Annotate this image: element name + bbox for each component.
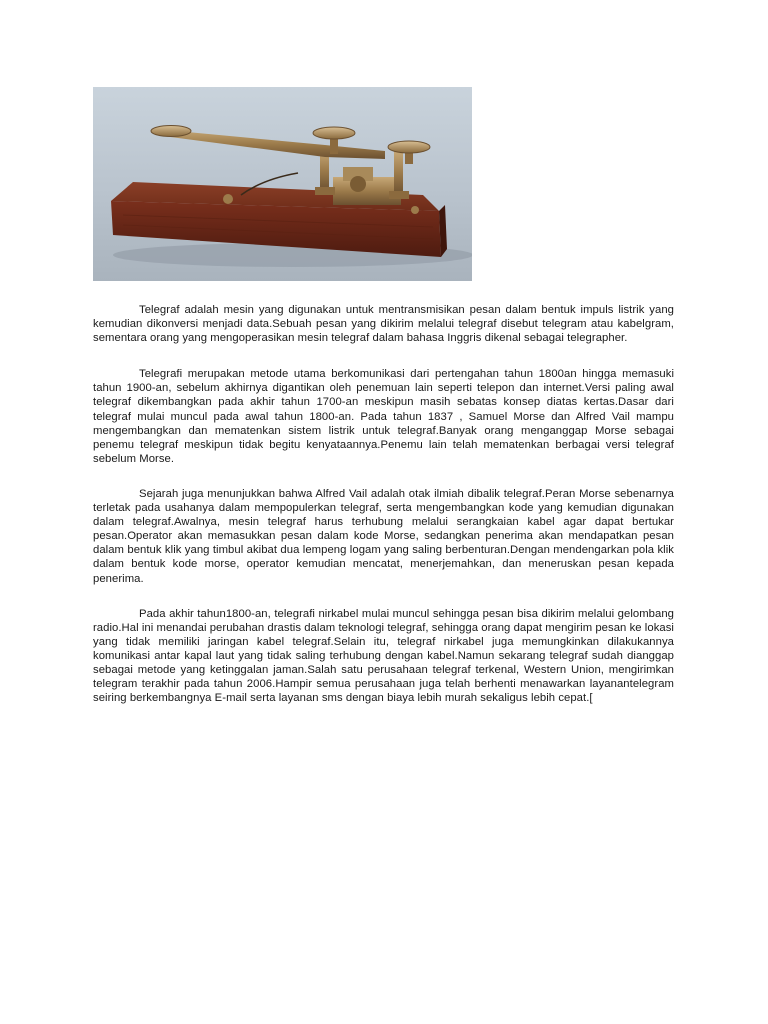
paragraph-3: Sejarah juga menunjukkan bahwa Alfred Vail adalah otak ilmiah dibalik telegraf.Peran Morse sebenarnya terletak pada usahanya dalam mempopulerkan telegraf, serta mengembangkan kode yang kemudian digunakan dalam telegraf.Awalnya, mesin telegraf harus terhubung melalui serangkaian kabel agar dapat bertukar pesan.Operator akan memasukkan pesan dalam kode Morse, sedangkan penerima akan mendapatkan pesan dalam bentuk klik yang timbul akibat dua lempeng logam yang saling berbenturan.Dengan mendengarkan pola klik dalam bentuk kode morse, operator kemudian mencatat, menerjemahkan, dan meneruskan pesan kepada penerima. — [93, 487, 674, 585]
article-body — [93, 303, 674, 705]
telegraph-key-illustration — [93, 87, 472, 281]
paragraph-4: Pada akhir tahun1800-an, telegrafi nirkabel mulai muncul sehingga pesan bisa dikirim melalui gelombang radio.Hal ini menandai perubahan drastis dalam teknologi telegraf, sehingga orang dapat mengirim pesan ke lokasi yang tidak memiliki jaringan kabel telegraf.Selain itu, telegraf nirkabel juga memungkinkan dilakukannya komunikasi antar kapal laut yang tidak saling terhubung dengan kabel.Namun sekarang telegraf sudah dianggap sebagai metode yang ketinggalan jaman.Salah satu perusahaan telegraf terkenal, Western Union, mengirimkan telegram terakhir pada tahun 2006.Hampir semua perusahaan juga telah berhenti menawarkan layanantelegram seiring berkembangnya E-mail serta layanan sms dengan biaya lebih murah sekaligus lebih cepat.[ — [93, 607, 674, 705]
paragraph-1: Telegraf adalah mesin yang digunakan untuk mentransmisikan pesan dalam bentuk impuls listrik yang kemudian dikonversi menjadi data.Sebuah pesan yang dikirim melalui telegraf disebut telegram atau kabelgram, sementara orang yang mengoperasikan mesin telegraf dalam bahasa Inggris dikenal sebagai telegrapher. — [93, 304, 674, 345]
telegraph-key-photo — [93, 87, 472, 281]
paragraph-2: Telegrafi merupakan metode utama berkomunikasi dari pertengahan tahun 1800an hingga memasuki tahun 1900-an, sebelum akhirnya digantikan oleh penemuan lain seperti telepon dan internet.Versi paling awal telegraf dikembangkan pada akhir tahun 1700-an meskipun masih sebatas konsep diatas kertas.Dasar dari telegraf mulai muncul pada awal tahun 1800-an. Pada tahun 1837 , Samuel Morse dan Alfred Vail mampu mengembangkan dan mematenkan sistem listrik untuk telegraf.Banyak orang menganggap Morse sebagai penemu telegraf meskipun tidak begitu kenyataannya.Penemu lain telah mematenkan berbagai versi telegraf sebelum Morse. — [93, 368, 674, 465]
